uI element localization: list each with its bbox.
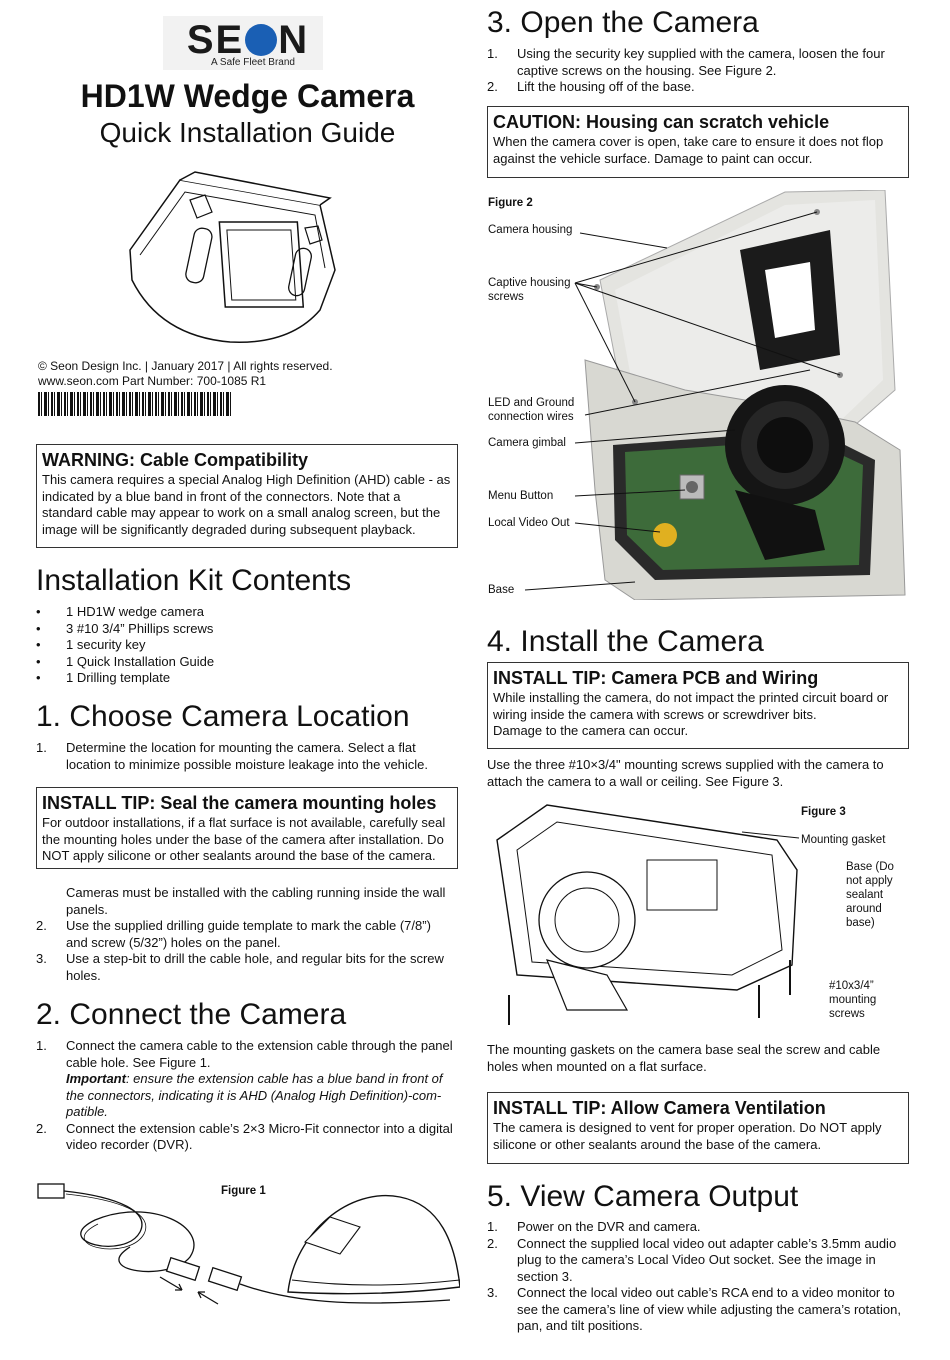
section4-para1: Use the three #10×3/4" mounting screws supplied with the camera to attach the camera to a wall or ceiling. See Figure 3. [487, 757, 884, 789]
logo-text-end: N [278, 18, 310, 62]
callout-camera-gimbal: Camera gimbal [488, 437, 566, 449]
section1-steps-continued [36, 885, 456, 984]
list-item: 1. Determine the location for mounting the camera. Select a flat location to minimize possible moisture leakage into the vehicle. [36, 740, 429, 772]
callout-mounting-gasket: Mounting gasket [801, 834, 886, 846]
tip-pcb-text2: Damage to the camera can occur. [493, 723, 689, 738]
tip-ventilation-box [487, 1092, 909, 1164]
list-item: • 1 security key [36, 637, 146, 652]
warning-cable-box [36, 444, 458, 548]
kit-heading: Installation Kit Contents [36, 564, 352, 597]
list-item: 3. Use a step-bit to drill the cable hole, and regular bits for the screw holes. [36, 951, 444, 983]
list-item: 2. Lift the housing off of the base. [487, 79, 695, 94]
section4-heading: 4. Install the Camera [487, 625, 764, 658]
section5-steps [487, 1219, 909, 1335]
figure1-cable-drawing [30, 1172, 460, 1332]
tip-seal-title: INSTALL TIP: Seal the camera mounting holes [42, 793, 437, 813]
figure3-camera-drawing [487, 800, 807, 1030]
list-item: • 1 Quick Installation Guide [36, 653, 215, 669]
list-item: 1. Connect the camera cable to the extension cable through the panel cable hole. See Figure 1. Important: ensure the extension cable has a blue band in front of the connectors, indicating it is AHD (Analog High Definition)-compatible. [36, 1038, 453, 1119]
tip-ventilation-text: The camera is designed to vent for proper operation. Do NOT apply silicone or other sealants around the base of the camera. [493, 1120, 882, 1152]
kit-list [36, 604, 456, 687]
list-item: • 1 HD1W wedge camera [36, 604, 204, 619]
callout-local-video-out: Local Video Out [488, 517, 570, 529]
warning-text: This camera requires a special Analog High Definition (AHD) cable - as indicated by a blue band in front of the connectors. Note that a standard cable may appear to work on a small analog screen, but the image will be significantly degraded during subsequent playback. [42, 472, 451, 537]
section3-steps [487, 46, 907, 96]
tip-seal-box [36, 787, 458, 869]
section2-heading: 2. Connect the Camera [36, 998, 347, 1031]
list-item: Cameras must be installed with the cabling running inside the wall panels. [66, 885, 446, 917]
tip-pcb-text: While installing the camera, do not impact the printed circuit board or wiring inside the camera with screws or screwdriver bits. [493, 690, 889, 722]
document-title: HD1W Wedge Camera [80, 78, 415, 114]
callout-led-ground: LED and Ground connection wires [488, 397, 575, 423]
caution-title: CAUTION: Housing can scratch vehicle [493, 112, 830, 132]
important-label: Important [66, 1071, 126, 1086]
section5-heading: 5. View Camera Output [487, 1180, 799, 1213]
tip-pcb-title: INSTALL TIP: Camera PCB and Wiring [493, 668, 819, 688]
callout-mounting-screws: #10x3/4” mounting screws [829, 980, 877, 1020]
figure2-label: Figure 2 [488, 197, 533, 209]
barcode [38, 392, 233, 416]
list-item: • 3 #10 3/4” Phillips screws [36, 620, 214, 636]
list-item: 1. Using the security key supplied with the camera, loosen the four captive screws on the housing. See Figure 2. [487, 46, 885, 78]
callout-base: Base [488, 584, 515, 596]
list-item: 2. Connect the supplied local video out adapter cable’s 3.5mm audio plug to the camera’s Local Video Out socket. See the image in section 3. [487, 1235, 897, 1284]
figure2-leader-lines [485, 190, 907, 600]
figure1-label: Figure 1 [221, 1185, 266, 1197]
tip-ventilation-title: INSTALL TIP: Allow Camera Ventilation [493, 1098, 826, 1118]
warning-title: WARNING: Cable Compatibility [42, 450, 309, 470]
logo-tagline: A Safe Fleet Brand [211, 57, 295, 68]
section4-para2: The mounting gaskets on the camera base seal the screw and cable holes when mounted on a flat surface. [487, 1042, 881, 1074]
list-item: 3. Connect the local video out cable’s RCA end to a video monitor to see the camera’s line of view while adjusting the camera’s rotation, pan, and tilt positions. [487, 1285, 901, 1333]
figure3-label: Figure 3 [801, 806, 846, 818]
caution-housing-box [487, 106, 909, 178]
section2-steps [36, 1038, 458, 1154]
section1-steps [36, 740, 456, 773]
list-item: 2. Use the supplied drilling guide template to mark the cable (7/8”) and screw (5/32”) holes on the panel. [36, 918, 431, 950]
callout-base-no-sealant: Base (Do not apply sealant around base) [846, 861, 894, 929]
copyright-line: © Seon Design Inc. | January 2017 | All rights reserved. [38, 359, 333, 373]
logo-o-dot-icon [245, 24, 277, 56]
part-number-line: www.seon.com Part Number: 700-1085 R1 [38, 374, 267, 388]
caution-text: When the camera cover is open, take care to ensure it does not flop against the vehicle surface. Damage to paint can occur. [493, 134, 884, 166]
callout-camera-housing: Camera housing [488, 224, 573, 236]
list-item: 2. Connect the extension cable’s 2×3 Micro-Fit connector into a digital video recorder (DVR). [36, 1120, 453, 1152]
section3-heading: 3. Open the Camera [487, 6, 759, 39]
camera-line-drawing [120, 160, 350, 360]
callout-menu-button: Menu Button [488, 490, 554, 502]
list-item: • 1 Drilling template [36, 670, 171, 685]
logo-text-start: SE [186, 18, 245, 62]
document-subtitle: Quick Installation Guide [99, 117, 396, 148]
important-text: : ensure the extension cable has a blue band in front of the connectors, indicating it is AHD (Analog High Definition)-compatible. [66, 1071, 443, 1119]
callout-captive-screws: Captive housing screws [488, 277, 571, 303]
list-item: 1. Power on the DVR and camera. [487, 1219, 701, 1234]
tip-pcb-box [487, 662, 909, 749]
section1-heading: 1. Choose Camera Location [36, 700, 410, 733]
tip-seal-text: For outdoor installations, if a flat surface is not available, carefully seal the mounting holes under the base of the camera after installation. Do NOT apply silicone or other sealants around the base of the camera. [42, 815, 446, 863]
